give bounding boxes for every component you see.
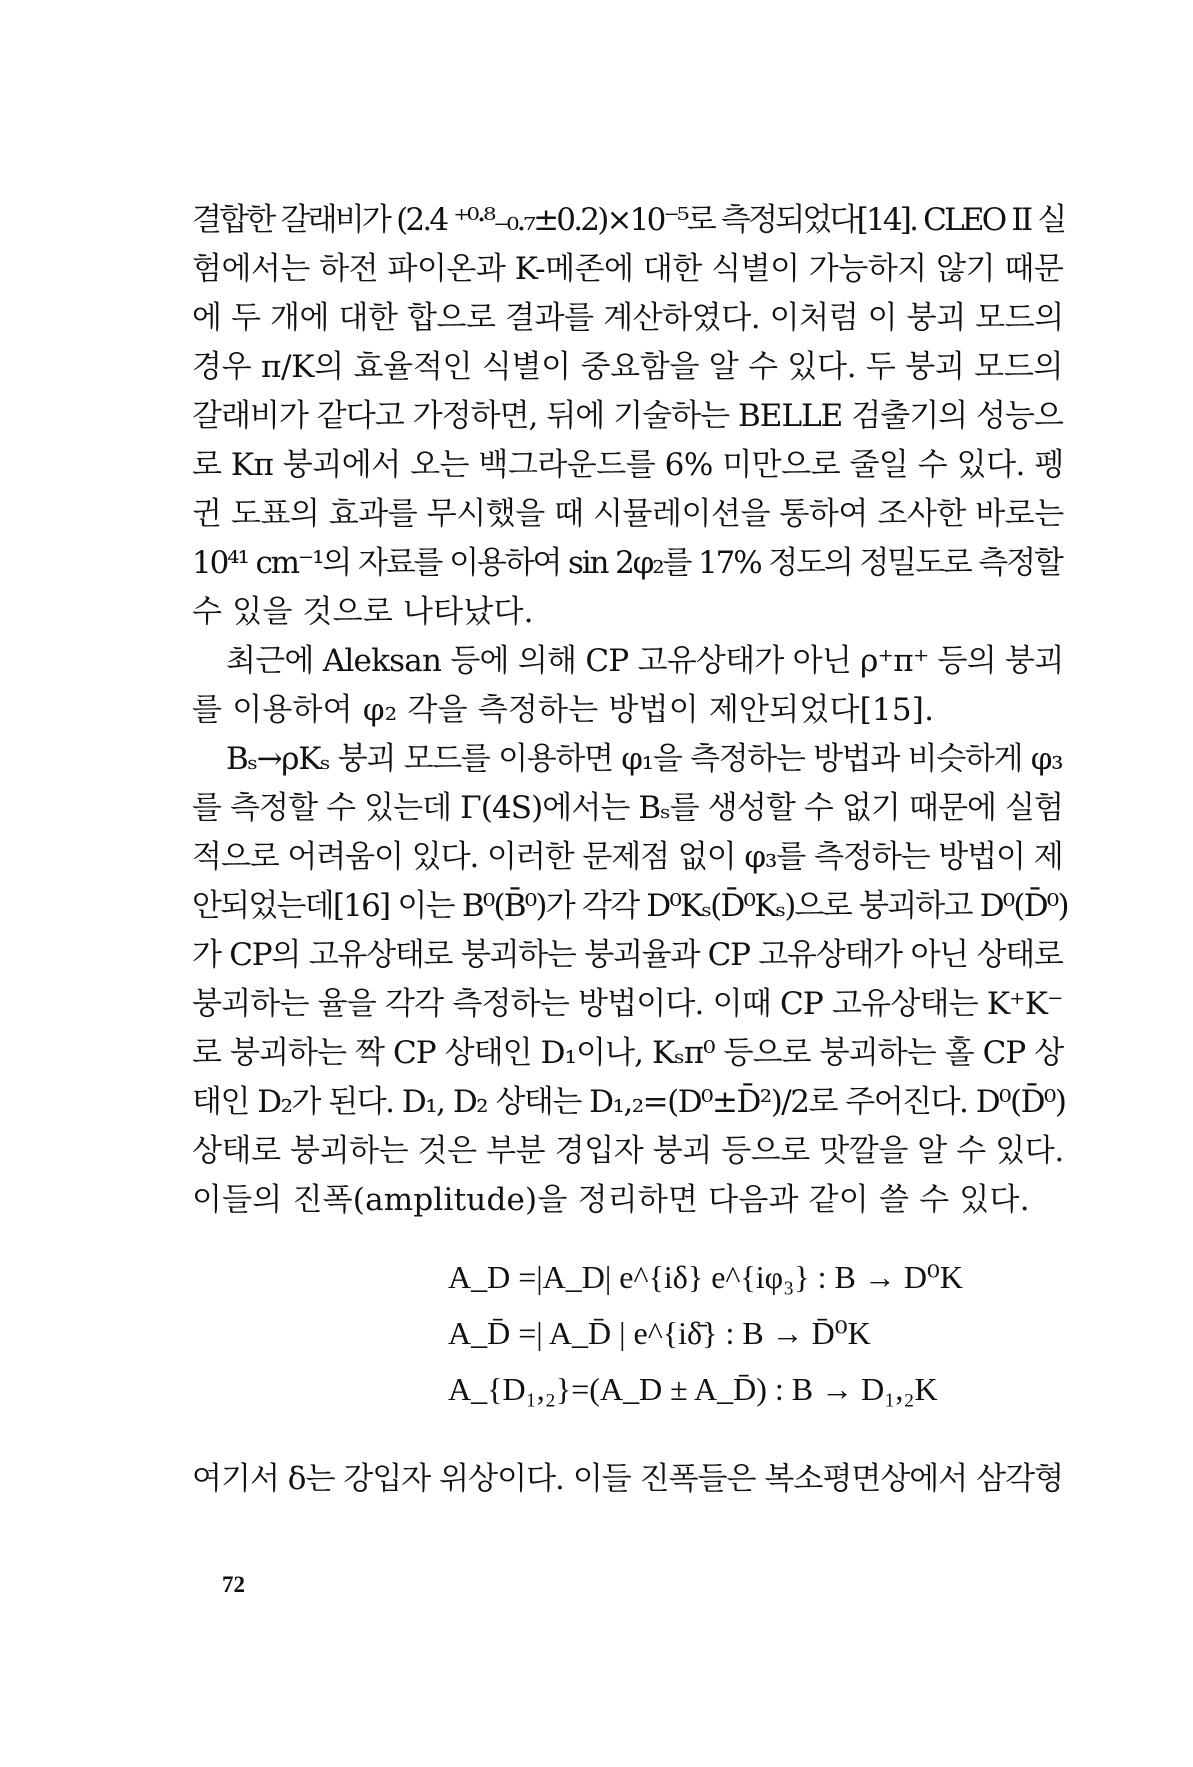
text-line: 안되었는데[16] 이는 B⁰(B̄⁰)가 각각 D⁰Kₛ(D̄⁰Kₛ)으로 붕괴하고 D⁰(D̄⁰) [192, 888, 1068, 924]
text-line: 로 붕괴하는 짝 CP 상태인 D₁이나, Kₛπ⁰ 등으로 붕괴하는 홀 CP 상 [192, 1035, 1064, 1071]
text-line: 이들의 진폭(amplitude)을 정리하면 다음과 같이 쓸 수 있다. [192, 1182, 1030, 1218]
body-text [192, 196, 1068, 1225]
text-line: 로 Kπ 붕괴에서 오는 백그라운드를 6% 미만으로 줄일 수 있다. 펭 [192, 447, 1064, 483]
text-line: 험에서는 하전 파이온과 K-메존에 대한 식별이 가능하지 않기 때문 [192, 251, 1064, 287]
text-line: 10⁴¹ cm⁻¹의 자료를 이용하여 sin 2φ₂를 17% 정도의 정밀도로 측정할 [192, 545, 1062, 581]
text-line: 최근에 Aleksan 등에 의해 CP 고유상태가 아닌 ρ⁺π⁺ 등의 붕괴 [226, 643, 1064, 679]
text-line: 갈래비가 같다고 가정하면, 뒤에 기술하는 BELLE 검출기의 성능으 [192, 398, 1063, 434]
text-line: Bₛ→ρKₛ 붕괴 모드를 이용하면 φ₁을 측정하는 방법과 비슷하게 φ₃ [226, 741, 1063, 777]
text-line: 상태로 붕괴하는 것은 부분 경입자 붕괴 등으로 맛깔을 알 수 있다. [192, 1133, 1064, 1169]
paragraph [192, 735, 1068, 1225]
text-line: 에 두 개에 대한 합으로 결과를 계산하였다. 이처럼 이 붕괴 모드의 [192, 300, 1064, 336]
text-line: 붕괴하는 율을 각각 측정하는 방법이다. 이때 CP 고유상태는 K⁺K⁻ [192, 986, 1063, 1022]
page-content [192, 196, 1068, 1504]
equation-amplitude-dbar: A_D̄ =| A_D̄ | e^{iδ̄} : B → D̄⁰K [448, 1315, 871, 1351]
text-line: 적으로 어려움이 있다. 이러한 문제점 없이 φ₃를 측정하는 방법이 제 [192, 839, 1063, 875]
paragraph [192, 196, 1064, 637]
text-line: 가 CP의 고유상태로 붕괴하는 붕괴율과 CP 고유상태가 아닌 상태로 [192, 937, 1063, 973]
text-line: 를 이용하여 φ₂ 각을 측정하는 방법이 제안되었다[15]. [192, 692, 935, 728]
text-line: 태인 D₂가 된다. D₁, D₂ 상태는 D₁,₂=(D⁰±D̄²)/2로 주어진다. D⁰(D̄⁰) [192, 1084, 1066, 1120]
paragraph [192, 637, 1064, 735]
text-line: 경우 π/K의 효율적인 식별이 중요함을 알 수 있다. 두 붕괴 모드의 [192, 349, 1064, 385]
text-line: 수 있을 것으로 나타났다. [192, 594, 534, 630]
page-number: 72 [222, 1572, 245, 1597]
equation-amplitude-d: A_D =|A_D| e^{iδ} e^{iφ₃} : B → D⁰K [448, 1259, 963, 1295]
text-line: 를 측정할 수 있는데 Γ(4S)에서는 Bₛ를 생성할 수 없기 때문에 실험 [192, 790, 1064, 826]
text-line: 귄 도표의 효과를 무시했을 때 시뮬레이션을 통하여 조사한 바로는 [192, 496, 1064, 532]
equation-block [192, 1249, 1064, 1417]
closing-line: 여기서 δ는 강입자 위상이다. 이들 진폭들은 복소평면상에서 삼각형 [192, 1461, 1064, 1497]
text-line: 결합한 갈래비가 (2.4 ⁺⁰·⁸₋₀.₇±0.2)×10⁻⁵로 측정되었다[14]. CLEO II 실 [192, 202, 1065, 238]
equation-amplitude-d12: A_{D₁,₂}=(A_D ± A_D̄) : B → D₁,₂K [448, 1371, 938, 1407]
paragraph-closing [192, 1455, 1064, 1504]
